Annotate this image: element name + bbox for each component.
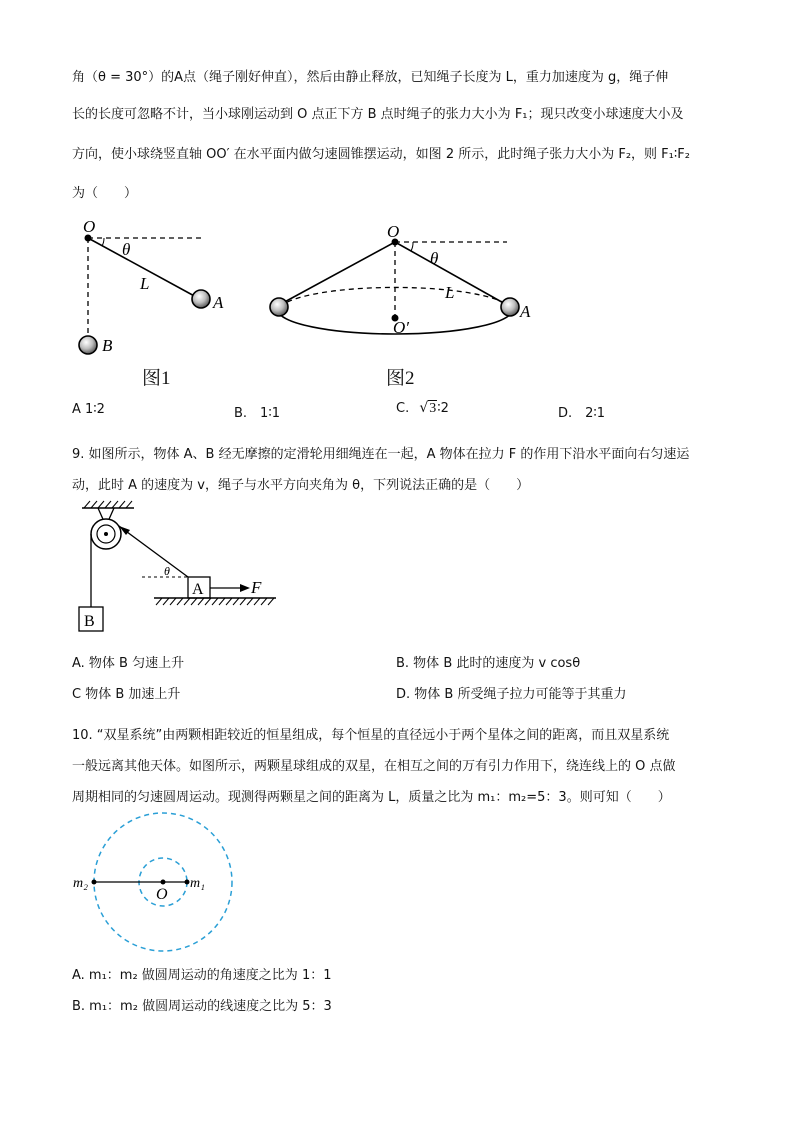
label-l: L bbox=[445, 283, 455, 302]
center-o bbox=[161, 880, 166, 885]
q8-option-c-root: 3 bbox=[429, 401, 437, 416]
label-m2: m₂ bbox=[73, 876, 88, 891]
q9-pulley-figure bbox=[76, 500, 286, 640]
label-theta: θ bbox=[164, 564, 170, 578]
label-a: A bbox=[520, 302, 531, 321]
label-o: O bbox=[387, 222, 400, 241]
label-theta: θ bbox=[122, 240, 131, 259]
block-b-label: B bbox=[84, 613, 95, 630]
figure-2-caption: 图2 bbox=[386, 368, 415, 389]
label-o: O bbox=[83, 217, 96, 236]
ball-b bbox=[79, 336, 97, 354]
q8-text-line-3: 方向，使小球绕竖直轴 OO′ 在水平面内做匀速圆锥摆运动，如图 2 所示，此时绳子张力大小为 F₂，则 F₁∶F₂ bbox=[72, 147, 690, 162]
figure-1-caption: 图1 bbox=[142, 368, 171, 389]
block-a-label: A bbox=[192, 581, 204, 598]
q8-figure-1 bbox=[70, 218, 240, 368]
ball-a bbox=[192, 290, 210, 308]
q10-binary-star-figure bbox=[70, 810, 250, 960]
label-l: L bbox=[140, 274, 150, 293]
ball-left bbox=[270, 298, 288, 316]
label-b: B bbox=[102, 336, 113, 355]
label-f: F bbox=[251, 578, 262, 597]
q10-option-a[interactable]: A. m₁：m₂ 做圆周运动的角速度之比为 1：1 bbox=[72, 968, 332, 983]
label-a: A bbox=[213, 293, 224, 312]
q8-text-line-4: 为（ ） bbox=[72, 186, 138, 201]
q9-text-line-2: 动，此时 A 的速度为 v，绳子与水平方向夹角为 θ，下列说法正确的是（ ） bbox=[72, 478, 530, 493]
label-o-prime: O′ bbox=[393, 318, 409, 337]
q10-option-b[interactable]: B. m₁：m₂ 做圆周运动的线速度之比为 5：3 bbox=[72, 999, 332, 1014]
q8-option-c-suffix: ∶2 bbox=[437, 401, 449, 416]
q10-text-line-2: 一般远离其他天体。如图所示，两颗星球组成的双星，在相互之间的万有引力作用下，绕连线上的 O 点做 bbox=[72, 759, 676, 774]
q10-text-line-3: 周期相同的匀速圆周运动。现测得两颗星之间的距离为 L，质量之比为 m₁：m₂=5：3。则可知（ ） bbox=[72, 790, 671, 805]
q8-option-a[interactable]: A 1∶2 bbox=[72, 402, 105, 417]
label-o: O bbox=[156, 886, 168, 903]
q10-text-line-1: 10. “双星系统”由两颗相距较近的恒星组成，每个恒星的直径远小于两个星体之间的距离，而且双星系统 bbox=[72, 728, 670, 743]
q8-option-b[interactable]: B. 1∶1 bbox=[234, 406, 280, 421]
star-m2 bbox=[92, 880, 97, 885]
q9-option-d[interactable]: D. 物体 B 所受绳子拉力可能等于其重力 bbox=[396, 687, 627, 702]
label-m1: m₁ bbox=[190, 876, 205, 891]
q8-option-c-prefix: C. bbox=[396, 401, 410, 416]
q8-option-c[interactable] bbox=[396, 400, 449, 417]
star-m1 bbox=[185, 880, 190, 885]
sqrt-icon: √ bbox=[419, 400, 429, 416]
q9-option-c[interactable]: C 物体 B 加速上升 bbox=[72, 687, 181, 702]
q8-figure-2 bbox=[262, 220, 542, 350]
q9-option-a[interactable]: A. 物体 B 匀速上升 bbox=[72, 656, 185, 671]
q8-text-line-2: 长的长度可忽略不计，当小球刚运动到 O 点正下方 B 点时绳子的张力大小为 F₁；现只改变小球速度大小及 bbox=[72, 107, 684, 122]
ball-a bbox=[501, 298, 519, 316]
label-theta: θ bbox=[430, 249, 439, 268]
q8-option-d[interactable]: D. 2∶1 bbox=[558, 406, 606, 421]
q9-text-line-1: 9. 如图所示，物体 A、B 经无摩擦的定滑轮用细绳连在一起，A 物体在拉力 F 的作用下沿水平面向右匀速运 bbox=[72, 447, 690, 462]
q9-option-b[interactable]: B. 物体 B 此时的速度为 v cosθ bbox=[396, 656, 581, 671]
q8-text-line-1: 角（θ = 30°）的A点（绳子刚好伸直），然后由静止释放，已知绳子长度为 L，重力加速度为 g，绳子伸 bbox=[72, 70, 669, 85]
